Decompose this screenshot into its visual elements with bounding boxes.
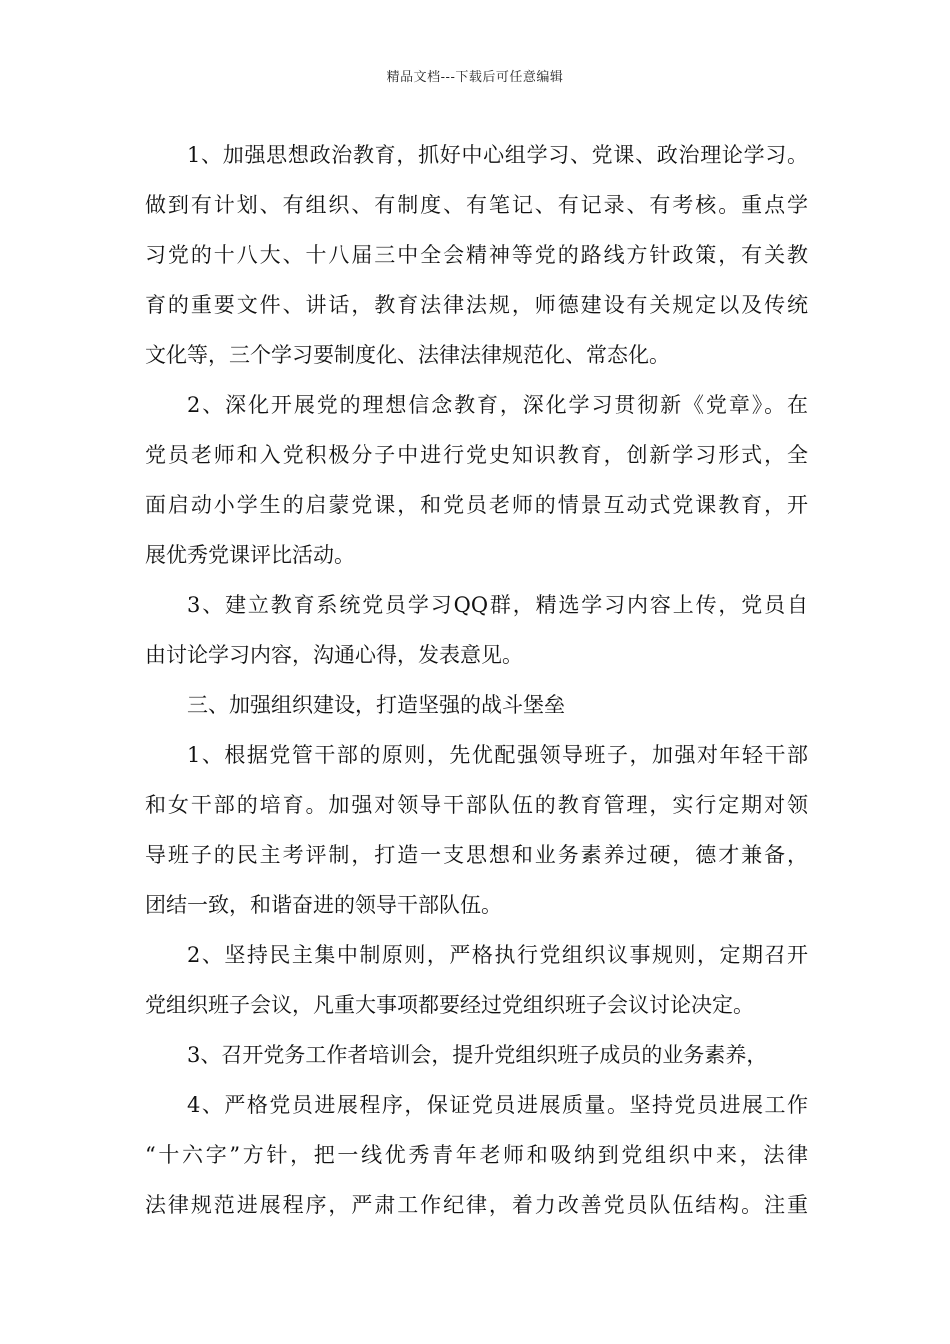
- text-line: 和女干部的培育。加强对领导干部队伍的教育管理，实行定期对领: [145, 793, 808, 817]
- text-line: 法律规范进展程序，严肃工作纪律，着力改善党员队伍结构。注重: [145, 1193, 808, 1217]
- text-line: 展优秀党课评比活动。: [145, 543, 355, 567]
- document-body: [145, 130, 808, 1230]
- text-line: 1、加强思想政治教育，抓好中心组学习、党课、政治理论学习。: [187, 143, 808, 167]
- text-line: 3、召开党务工作者培训会，提升党组织班子成员的业务素养，: [187, 1043, 768, 1067]
- text-line: 团结一致，和谐奋进的领导干部队伍。: [145, 893, 502, 917]
- page-header: 精品文档---下载后可任意编辑: [386, 70, 564, 85]
- text-line: “十六字”方针，把一线优秀青年老师和吸纳到党组织中来，法律: [145, 1143, 808, 1167]
- text-line: 2、深化开展党的理想信念教育，深化学习贯彻新《党章》。在: [187, 393, 808, 417]
- text-line: 3、建立教育系统党员学习QQ群，精选学习内容上传，党员自: [187, 593, 808, 617]
- text-line: 由讨论学习内容，沟通心得，发表意见。: [145, 643, 523, 667]
- text-line: 做到有计划、有组织、有制度、有笔记、有记录、有考核。重点学: [145, 193, 808, 217]
- text-line: 党员老师和入党积极分子中进行党史知识教育，创新学习形式，全: [145, 443, 808, 467]
- text-line: 2、坚持民主集中制原则，严格执行党组织议事规则，定期召开: [187, 943, 808, 967]
- text-line: 党组织班子会议，凡重大事项都要经过党组织班子会议讨论决定。: [145, 993, 754, 1017]
- text-line: 习党的十八大、十八届三中全会精神等党的路线方针政策，有关教: [145, 243, 808, 267]
- text-line: 三、加强组织建设，打造坚强的战斗堡垒: [187, 693, 565, 717]
- text-line: 育的重要文件、讲话，教育法律法规，师德建设有关规定以及传统: [145, 293, 808, 317]
- text-line: 文化等，三个学习要制度化、法律法律规范化、常态化。: [145, 343, 670, 367]
- text-line: 1、根据党管干部的原则，先优配强领导班子，加强对年轻干部: [187, 743, 808, 767]
- text-line: 4、严格党员进展程序，保证党员进展质量。坚持党员进展工作: [187, 1093, 808, 1117]
- text-line: 面启动小学生的启蒙党课，和党员老师的情景互动式党课教育，开: [145, 493, 808, 517]
- text-line: 导班子的民主考评制，打造一支思想和业务素养过硬，德才兼备，: [145, 843, 808, 867]
